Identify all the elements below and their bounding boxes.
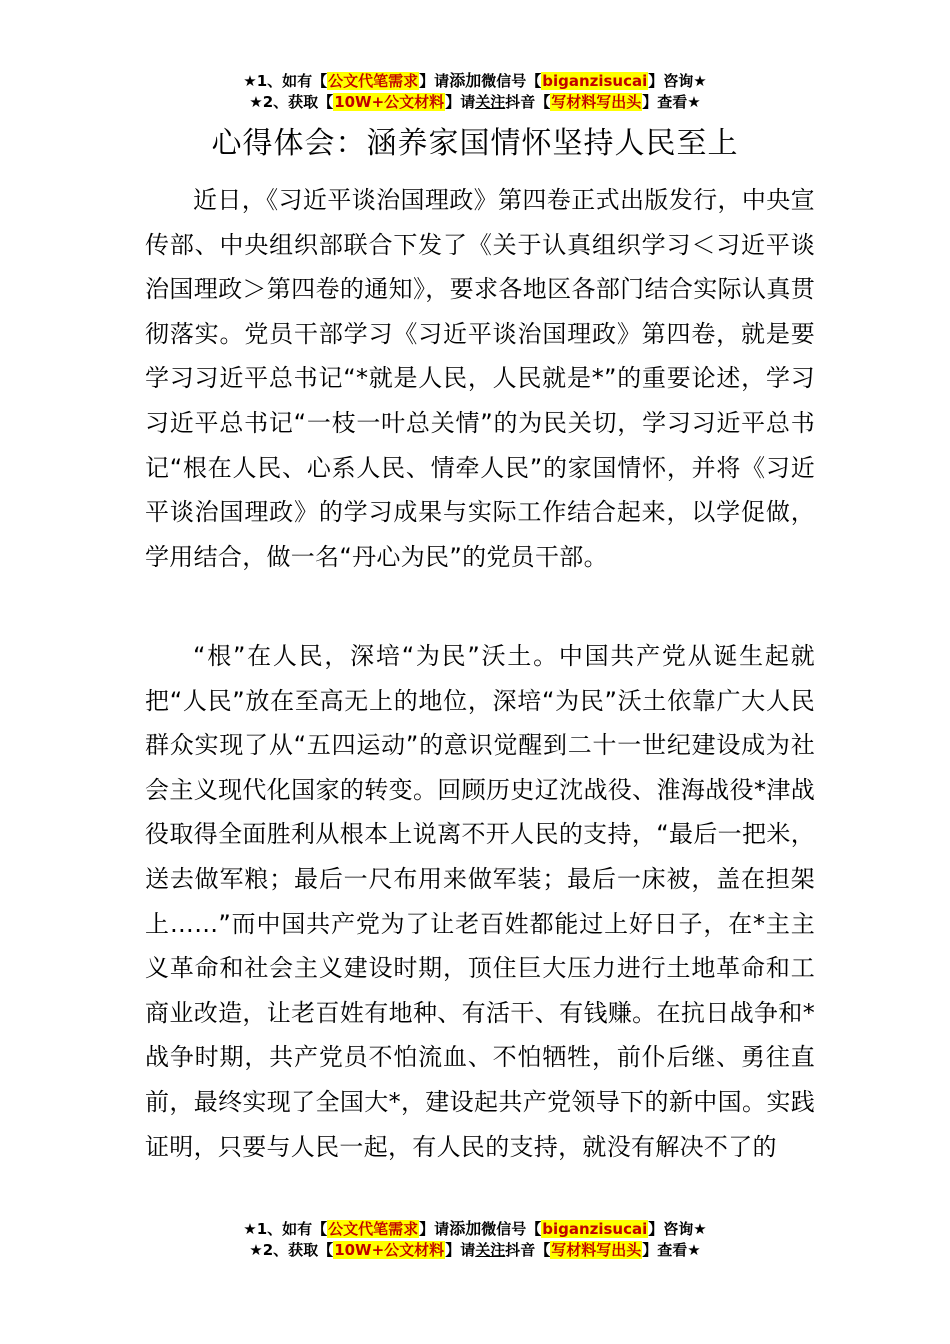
promo-highlight: 10W+公文材料 xyxy=(334,93,445,111)
promo-highlight: 公文代笔需求 xyxy=(328,72,419,90)
promo-highlight: 10W+公文材料 xyxy=(334,1241,445,1259)
wechat-id: biganzisucai xyxy=(542,72,648,90)
body-paragraph-1: 近日，《习近平谈治国理政》第四卷正式出版发行，中央宣传部、中央组织部联合下发了《关于认真组织学习＜习近平谈治国理政＞第四卷的通知》，要求各地区各部门结合实际认真贯彻落实。党员干部学习《习近平谈治国理政》第四卷，就是要学习习近平总书记“*就是人民，人民就是*”的重要论述，学习习近平总书记“一枝一叶总关情”的为民关切，学习习近平总书记“根在人民、心系人民、情牵人民”的家国情怀，并将《习近平谈治国理政》的学习成果与实际工作结合起来，以学促做，学用结合，做一名“丹心为民”的党员干部。 xyxy=(145,186,815,571)
promo-line-2: ★2、获取【10W+公文材料】请关注抖音【写材料写出头】查看★ xyxy=(249,1241,701,1259)
douyin-id: 写材料写出头 xyxy=(551,1241,642,1259)
promo-line-1: ★1、如有【公文代笔需求】请添加微信号【biganzisucai】咨询★ xyxy=(243,71,707,90)
promo-line-2: ★2、获取【10W+公文材料】请关注抖音【写材料写出头】查看★ xyxy=(249,93,701,111)
top-promo-banner xyxy=(0,70,950,113)
wechat-id: biganzisucai xyxy=(542,1220,648,1238)
promo-line-1: ★1、如有【公文代笔需求】请添加微信号【biganzisucai】咨询★ xyxy=(243,1219,707,1238)
document-title: 心得体会：涵养家国情怀坚持人民至上 xyxy=(211,126,739,161)
douyin-id: 写材料写出头 xyxy=(551,93,642,111)
promo-highlight: 公文代笔需求 xyxy=(328,1220,419,1238)
bottom-promo-banner xyxy=(0,1218,950,1261)
body-paragraph-2: “根”在人民，深培“为民”沃土。中国共产党从诞生起就把“人民”放在至高无上的地位，深培“为民”沃土依靠广大人民群众实现了从“五四运动”的意识觉醒到二十一世纪建设成为社会主义现代化国家的转变。回顾历史辽沈战役、淮海战役*津战役取得全面胜利从根本上说离不开人民的支持，“最后一把米，送去做军粮；最后一尺布用来做军装；最后一床被，盖在担架上……”而中国共产党为了让老百姓都能过上好日子，在*主主义革命和社会主义建设时期，顶住巨大压力进行土地革命和工商业改造，让老百姓有地种、有活干、有钱赚。在抗日战争和*战争时期，共产党员不怕流血、不怕牺牲，前仆后继、勇往直前，最终实现了全国大*，建设起共产党领导下的新中国。实践证明，只要与人民一起，有人民的支持，就没有解决不了的 xyxy=(145,642,815,1161)
